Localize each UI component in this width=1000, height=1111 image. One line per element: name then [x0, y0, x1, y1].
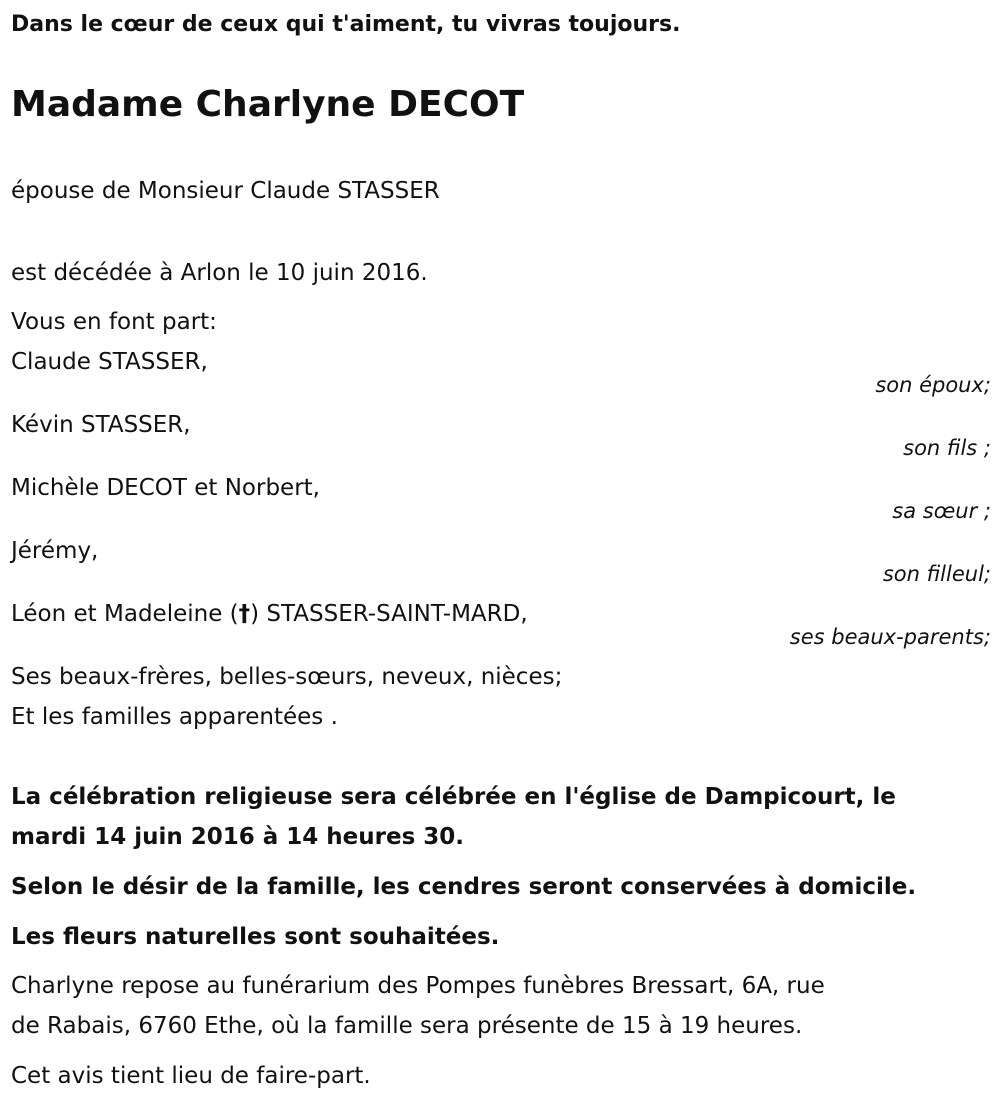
spouse-line: épouse de Monsieur Claude STASSER	[11, 178, 440, 204]
family-member-relation: son fils ;	[903, 436, 991, 460]
family-member-name: Michèle DECOT et Norbert,	[11, 475, 320, 501]
funeral-home-line: Charlyne repose au funérarium des Pompes funèbres Bressart, 6A, rue	[11, 973, 825, 999]
family-member-name: Jérémy,	[11, 538, 99, 564]
extended-family-line: Ses beaux-frères, belles-sœurs, neveux, nièces;	[11, 664, 563, 690]
ashes-note: Selon le désir de la famille, les cendres seront conservées à domicile.	[11, 874, 917, 900]
closing-line: Cet avis tient lieu de faire-part.	[11, 1063, 371, 1089]
ceremony-line: La célébration religieuse sera célébrée en l'église de Dampicourt, le	[11, 784, 896, 810]
family-member-name	[11, 601, 528, 627]
family-member-name: Claude STASSER,	[11, 349, 208, 375]
family-member-name-part: ) STASSER-SAINT-MARD,	[250, 601, 528, 627]
cross-icon: †	[238, 601, 251, 627]
family-member-relation: ses beaux-parents;	[789, 625, 991, 649]
ceremony-line: mardi 14 juin 2016 à 14 heures 30.	[11, 824, 465, 850]
family-member-relation: son filleul;	[882, 562, 991, 586]
family-member-name-part: Léon et Madeleine (	[11, 601, 239, 627]
family-member-relation: son époux;	[875, 373, 991, 397]
family-member-relation: sa sœur ;	[892, 499, 991, 523]
family-member-name: Kévin STASSER,	[11, 412, 191, 438]
deceased-name: Madame Charlyne DECOT	[11, 84, 525, 125]
flowers-note: Les fleurs naturelles sont souhaitées.	[11, 924, 500, 950]
epigraph: Dans le cœur de ceux qui t'aiment, tu vivras toujours.	[11, 12, 681, 37]
death-line: est décédée à Arlon le 10 juin 2016.	[11, 260, 428, 286]
announce-intro: Vous en font part:	[11, 309, 217, 335]
obituary-notice	[11, 0, 991, 1111]
extended-family-line: Et les familles apparentées .	[11, 704, 338, 730]
funeral-home-line: de Rabais, 6760 Ethe, où la famille sera présente de 15 à 19 heures.	[11, 1013, 803, 1039]
